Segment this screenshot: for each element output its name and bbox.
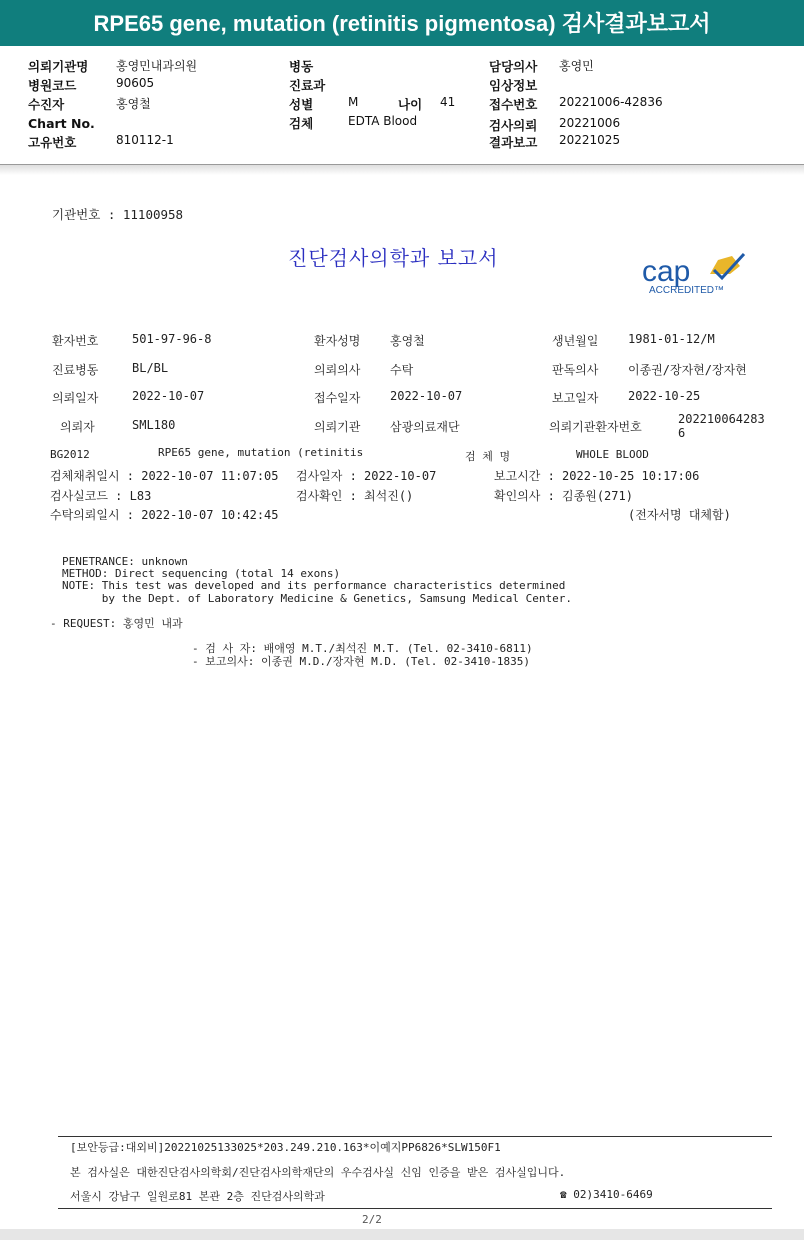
- reporter-line: - 보고의사: 이종권 M.D./장자현 M.D. (Tel. 02-3410-1835): [192, 655, 531, 668]
- patient-no-label: 환자번호: [52, 334, 99, 348]
- reading-doctor-value: 이종권/장자현/장자현: [628, 363, 747, 377]
- birth-label: 생년월일: [552, 334, 599, 348]
- request-date-value: 20221006: [559, 116, 621, 130]
- reading-doctor-label: 판독의사: [552, 363, 599, 377]
- confirm-doctor: 확인의사 : 김종원(271): [494, 489, 633, 503]
- birth-value: 1981-01-12/M: [628, 332, 715, 346]
- report-date-label: 보고일자: [552, 391, 599, 405]
- phone-line: ☎ 02)3410-6469: [560, 1188, 653, 1201]
- doctor-label: 담당의사: [489, 59, 538, 74]
- page-number: 2/2: [362, 1213, 382, 1226]
- patient-name2-value: 홍영철: [390, 334, 425, 348]
- tester-line: - 검 사 자: 배애영 M.T./최석진 M.T. (Tel. 02-3410-6811): [192, 642, 533, 655]
- result-note-cont: by the Dept. of Laboratory Medicine & Genetics, Samsung Medical Center.: [62, 592, 572, 605]
- test-date: 검사일자 : 2022-10-07: [296, 469, 437, 483]
- request-date-label: 검사의뢰: [489, 118, 538, 133]
- hospital-name-label: 의뢰기관명: [28, 59, 89, 74]
- age-label: 나이: [398, 97, 423, 112]
- certification-line: 본 검사실은 대한진단검사의학회/진단검사의학재단의 우수검사실 신임 인증을 받은 검사실입니다.: [70, 1166, 566, 1179]
- specimen-name-value: WHOLE BLOOD: [576, 448, 649, 461]
- consign-time: 수탁의뢰일시 : 2022-10-07 10:42:45: [50, 508, 279, 522]
- request-date2-value: 2022-10-07: [132, 389, 205, 403]
- security-line: [보안등급:대외비]20221025133025*203.249.210.163*이예지PP6826*SLW150F1: [70, 1141, 501, 1154]
- department-label: 진료과: [289, 78, 326, 93]
- age-value: 41: [440, 95, 456, 109]
- chart-no-label: Chart No.: [28, 116, 95, 131]
- request-org-label: 의뢰기관: [314, 420, 361, 434]
- ward-label: 병동: [289, 59, 314, 74]
- specimen-name-label: 검 체 명: [465, 450, 511, 463]
- org-number: 기관번호 : 11100958: [52, 207, 184, 222]
- cap-logo-subtext: ACCREDITED™: [649, 285, 725, 296]
- result-penetrance: PENETRANCE: unknown: [62, 555, 188, 568]
- sex-label: 성별: [289, 97, 314, 112]
- ward2-label: 진료병동: [52, 363, 99, 377]
- unique-no-value: 810112-1: [116, 133, 174, 147]
- report-title-bar: RPE65 gene, mutation (retinitis pigmentosa) 검사결과보고서: [0, 0, 804, 46]
- clinical-info-label: 임상정보: [489, 78, 538, 93]
- requester-label: 의뢰자: [60, 420, 95, 434]
- footer-top-rule: [58, 1136, 772, 1137]
- request-line: - REQUEST: 홍영민 내과: [50, 617, 183, 630]
- footer-bottom-rule: [58, 1208, 772, 1209]
- ward2-value: BL/BL: [132, 361, 169, 375]
- result-method: METHOD: Direct sequencing (total 14 exons): [62, 567, 341, 580]
- cap-accredited-logo: [640, 252, 750, 298]
- test-confirm: 검사확인 : 최석진(): [296, 489, 414, 503]
- test-name: RPE65 gene, mutation (retinitis: [158, 446, 364, 459]
- request-date2-label: 의뢰일자: [52, 391, 99, 405]
- cap-logo-text: cap: [642, 255, 691, 288]
- esign-note: (전자서명 대체함): [628, 508, 731, 522]
- org-patient-no-label: 의뢰기관환자번호: [549, 420, 642, 434]
- doctor-value: 홍영민: [559, 59, 594, 73]
- result-date-value: 20221025: [559, 133, 621, 147]
- header-shadow: [0, 165, 804, 175]
- test-code: BG2012: [50, 448, 90, 461]
- specimen-label: 검체: [289, 116, 314, 131]
- result-date-label: 결과보고: [489, 135, 538, 150]
- patient-no-value: 501-97-96-8: [132, 332, 212, 346]
- patient-name2-label: 환자성명: [314, 334, 361, 348]
- hospital-name-value: 홍영민내과의원: [116, 59, 198, 73]
- receipt-date-value: 2022-10-07: [390, 389, 463, 403]
- report-time: 보고시간 : 2022-10-25 10:17:06: [494, 469, 700, 483]
- request-doctor-value: 수탁: [390, 363, 414, 377]
- viewer-bottom-bar: [0, 1229, 804, 1240]
- patient-name-label: 수진자: [28, 97, 65, 112]
- address-line: 서울시 강남구 일원로81 본관 2층 진단검사의학과: [70, 1190, 325, 1203]
- specimen-value: EDTA Blood: [348, 114, 418, 128]
- hospital-code-value: 90605: [116, 76, 155, 90]
- receipt-date-label: 접수일자: [314, 391, 361, 405]
- request-doctor-label: 의뢰의사: [314, 363, 361, 377]
- requester-value: SML180: [132, 418, 176, 432]
- result-note: NOTE: This test was developed and its performance characteristics determined: [62, 579, 566, 592]
- receipt-no-label: 접수번호: [489, 97, 538, 112]
- patient-name-value: 홍영철: [116, 97, 151, 111]
- unique-no-label: 고유번호: [28, 135, 77, 150]
- receipt-no-value: 20221006-42836: [559, 95, 663, 109]
- request-org-value: 삼광의료재단: [390, 420, 460, 434]
- report-date-value: 2022-10-25: [628, 389, 701, 403]
- hospital-code-label: 병원코드: [28, 78, 77, 93]
- sex-value: M: [348, 95, 359, 109]
- org-patient-no-value-cont: 6: [678, 426, 686, 440]
- collection-time: 검체채취일시 : 2022-10-07 11:07:05: [50, 469, 279, 483]
- lab-report-title: 진단검사의학과 보고서: [288, 246, 499, 270]
- org-patient-no-value: 202210064283: [678, 412, 765, 426]
- lab-code: 검사실코드 : L83: [50, 489, 152, 503]
